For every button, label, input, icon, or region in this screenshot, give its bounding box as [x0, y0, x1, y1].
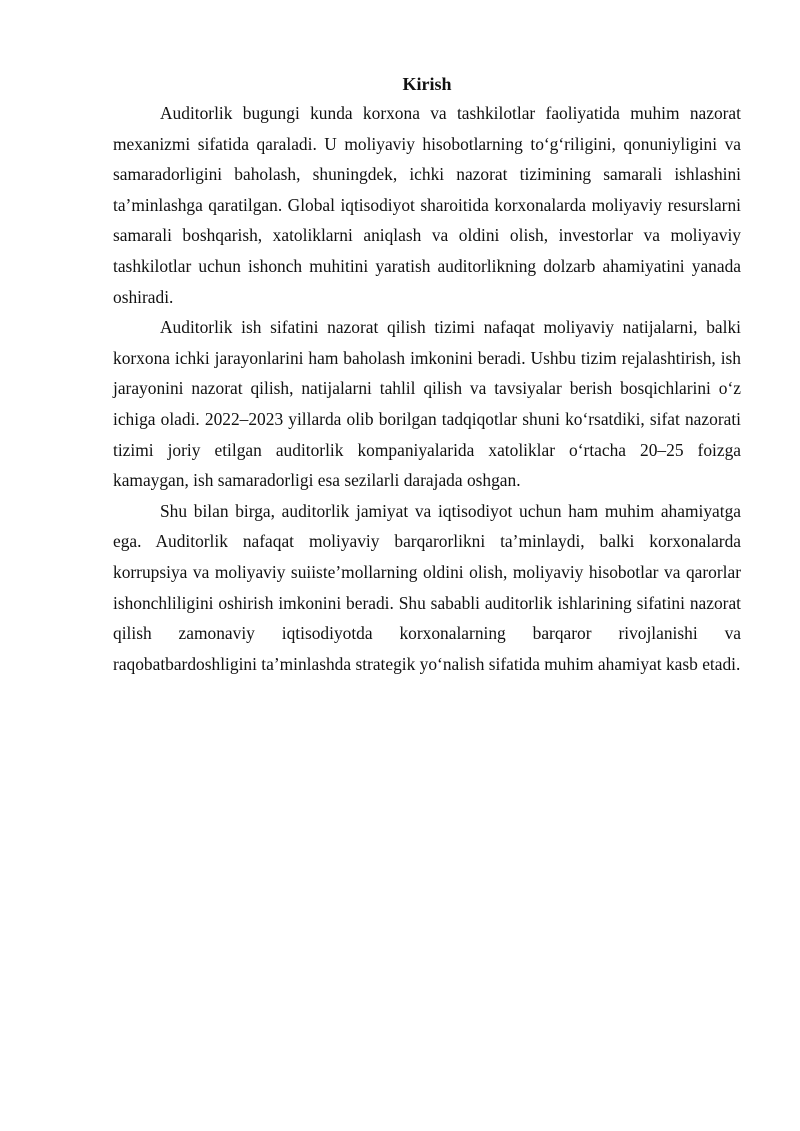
paragraph-introduction: Auditorlik bugungi kunda korxona va tashkilotlar faoliyatida muhim nazorat mexanizmi sifatida qaraladi. U moliyaviy hisobotlarning to‘g‘riligini, qonuniyligini va samaradorligini baholash, shuningdek, ichki nazorat tizimining samarali ishlashini ta’minlashga qaratilgan. Global iqtisodiyot sharoitida korxonalarda moliyaviy resurslarni samarali boshqarish, xatoliklarni aniqlash va oldini olish, investorlar va moliyaviy tashkilotlar uchun ishonch muhitini yaratish auditorlikning dolzarb ahamiyatini yanada oshiradi.	[113, 103, 741, 307]
paragraph-social-importance: Shu bilan birga, auditorlik jamiyat va iqtisodiyot uchun ham muhim ahamiyatga ega. Auditorlik nafaqat moliyaviy barqarorlikni ta’minlaydi, balki korxonalarda korrupsiya va moliyaviy suiiste’mollarning oldini olish, moliyaviy hisobotlar va qarorlar ishonchliligini oshirish imkonini beradi. Shu sababli auditorlik ishlarining sifatini nazorat qilish zamonaviy iqtisodiyotda korxonalarning barqaror rivojlanishi va raqobatbardoshligini ta’minlashda strategik yo‘nalish sifatida muhim ahamiyat kasb etadi.	[113, 500, 741, 674]
document-body	[113, 72, 741, 679]
page-title: Kirish	[402, 74, 452, 94]
paragraph-quality-control: Auditorlik ish sifatini nazorat qilish tizimi nafaqat moliyaviy natijalarni, balki korxona ichki jarayonlarini ham baholash imkonini beradi. Ushbu tizim rejalashtirish, ish jarayonini nazorat qilish, natijalarni tahlil qilish va tavsiyalar berish bosqichlarini o‘z ichiga oladi. 2022–2023 yillarda olib borilgan tadqiqotlar shuni ko‘rsatdiki, sifat nazorati tizimi joriy etilgan auditorlik kompaniyalarida xatoliklar o‘rtacha 20–25 foizga kamaygan, ish samaradorligi esa sezilarli darajada oshgan.	[113, 317, 741, 491]
